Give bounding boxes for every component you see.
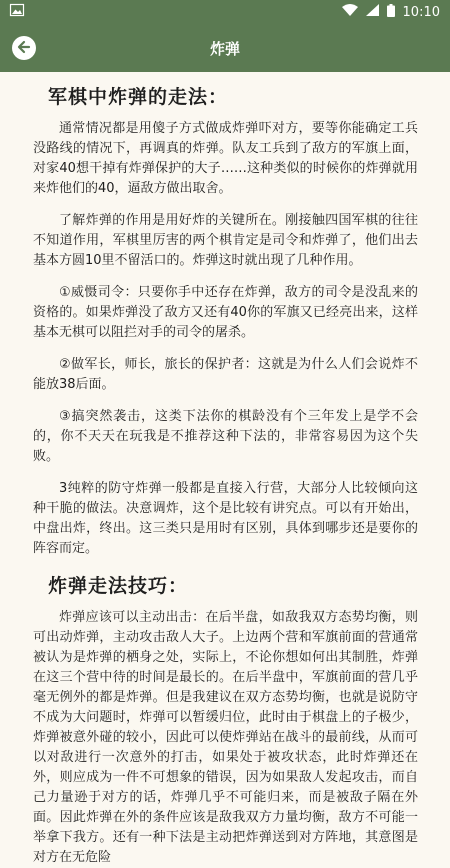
back-button[interactable] — [12, 36, 36, 60]
status-time: 10:10 — [402, 4, 440, 20]
wifi-icon — [342, 4, 358, 20]
article-paragraph: ②做军长，师长，旅长的保护者：这就是为什么人们会说炸不能放38后面。 — [33, 357, 418, 392]
battery-icon — [387, 4, 395, 21]
status-right — [342, 4, 440, 21]
article-heading-moves: 军棋中炸弹的走法： — [48, 86, 229, 108]
article-paragraph: ③搞突然袭击，这类下法你的棋龄没有个三年发上是学不会的，你不天天在玩我是不推荐这种下法的，非常容易因为这个失败。 — [33, 409, 418, 464]
image-icon — [10, 4, 24, 20]
article-paragraph: 了解炸弹的作用是用好炸的关键所在。刚接触四国军棋的往往不知道作用，军棋里厉害的两个棋肯定是司令和炸弹了，他们出去基本方圆10里不留活口的。炸弹这时就出现了几种作用。 — [33, 213, 418, 268]
article-paragraph: ①威慑司令：只要你手中还存在炸弹，敌方的司令是没乱来的资格的。如果炸弹没了敌方又还有40你的军旗又已经亮出来，这样基本无棋可以阻拦对手的司令的屠杀。 — [33, 285, 418, 340]
article-content[interactable] — [0, 72, 450, 865]
signal-icon — [366, 4, 379, 20]
page-title: 炸弹 — [209, 39, 240, 58]
status-left — [10, 4, 24, 20]
article-paragraph: 炸弹应该可以主动出击：在后半盘，如敌我双方态势均衡，则可出动炸弹，主动攻击敌人大子。上边两个营和军旗前面的营通常被认为是炸弹的栖身之处，实际上，不论你想如何出其制胜，炸弹在这三个营中待的时间是最长的。在后半盘中，军旗前面的营几乎毫无例外的都是炸弹。但是我建议在双方态势均衡，也就是说防守不成为大问题时，炸弹可以暂缓归位，此时由于棋盘上的子极少，炸弹被意外碰的较小，因此可以使炸弹站在战斗的最前线，从而可以对敌进行一次意外的打击，如果处于被攻状态，此时炸弹还在外，则应成为一件不可想象的错误，因为如果敌人发起攻击，而自己力量逊于对方的话，炸弹几乎不可能归来，而是被敌子隔在外面。因此炸弹在外的条件应该是敌我双方力量均衡，敌方不可能一举拿下我方。还有一种下法是主动把炸弹送到对方阵地，其意图是对方在无危险 — [33, 610, 418, 865]
article-paragraph: 3纯粹的防守炸弹一般都是直接入行营，大部分人比较倾向这种干脆的做法。决意调炸，这个是比较有讲究点。可以有开始出，中盘出炸，终出。这三类只是用时有区别，具体到哪步还是要你的阵容而定。 — [33, 481, 418, 556]
article-paragraph: 通常情况都是用傻子方式做成炸弹吓对方，要等你能确定工兵没路线的情况下，再调真的炸弹。队友工兵到了敌方的军旗上面，对家40想干掉有炸弹保护的大子……这种类似的时候你的炸弹就用来炸他们的40，逼敌方做出取舍。 — [33, 121, 418, 196]
back-arrow-icon — [17, 39, 31, 58]
status-bar — [0, 0, 450, 24]
article-heading-tips: 炸弹走法技巧： — [48, 575, 189, 597]
app-bar — [0, 24, 450, 72]
